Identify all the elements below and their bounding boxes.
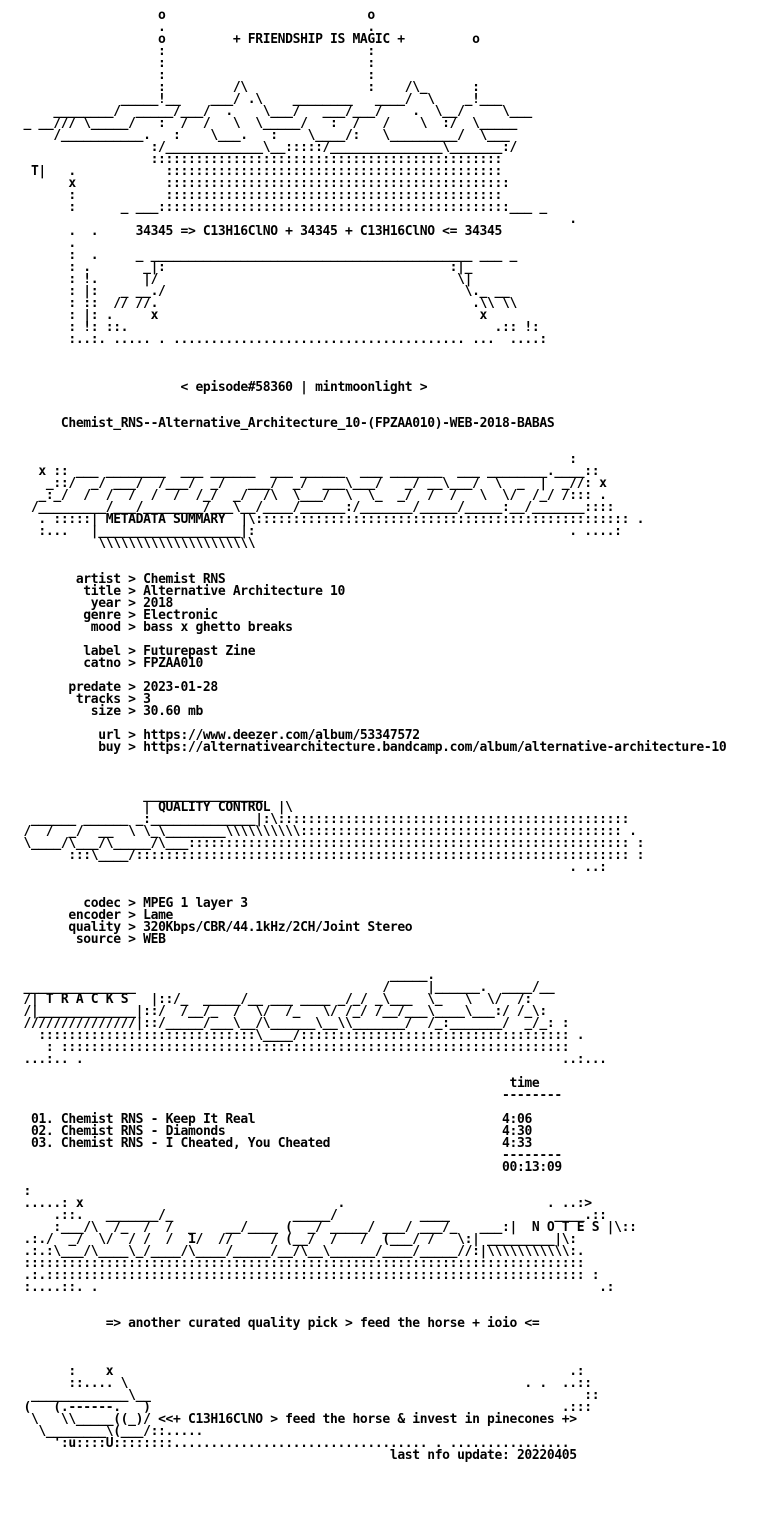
meta-label: Futurepast Zine bbox=[143, 644, 256, 659]
quality-quality: 320Kbps/CBR/44.1kHz/2CH/Joint Stereo bbox=[143, 920, 413, 935]
track-1-title: Chemist RNS - Keep It Real bbox=[60, 1112, 256, 1127]
quality-codec: MPEG 1 layer 3 bbox=[143, 896, 248, 911]
header-line-9: ________/ _____/___/ . \___/ ___/___/ . \__/ \___ bbox=[16, 104, 532, 119]
track-2-time: 4:30 bbox=[502, 1124, 532, 1139]
nfo-document: o o . . o + FRIENDSHIP IS MAGIC + o : : : : : : : /\ : /\_ : _____!__ ___/ .\ ________ ____/ \ _!___ ________/ _____/___/ . \___/ ___/___/ . \__/ \___ _ __/// \_____/ : / / \ \_____/ : / / \ :/ \_____ /___________. : \___. : \____/: \_________/ \___ :/_____________\__:::::/_______________\_______:/ ::::::::::::::::::::::::::::::::::::::::::::::: T| . ::::::::::::::::::::::::::::::::::::::::::::: x :::::::::::::::::::::::::::::::::::::::::::::: : ::::::::::::::::::::::::::::::::::::::::::::: : _ ___:::::::::::::::::::::::::::::::::::::::::::::::___ _ . . . 34345 => C13H16ClNO + 34345 + C13H16ClNO <= 34345 . : . _ ___________________________________________ ___ _ : . _|: :|_ : !. |/ \| : |: _ __./ \._ __ : :: // //. .\\ \\ : |: . x x : !: ::. .:: !: :..:. ..... . ....................................... ... ....: < episode#58360 | mintmoonlight > Chemist_RNS--Alternative_Architecture_10-(FPZAA010)-WEB-2018-BABAS : x :: ___ ________ ___ ______ ___ ______ ___ _______ ___ ________.____:: _::/ _/ ___/ /___/ _/ ___/ _/ ___\___/ _/ __\___/ \ _ | _//: x _:_/ / / / / / /_/ _/ /\ \___/ \ \_ _/ / / \ \/ /_/ /::: . /_________/___/________/___\__/____/______:/_______/_____/_____:__/_______:::: . :::::| METADATA SUMMARY |\:::::::::::::::::::::::::::::::::::::::::::::::::: . :... |___________________|: . ....: \\\\\\\\\\\\\\\\\\\\\ artist > Chemist RNS title > Alternative Architecture 10 year > 2018 genre > Electronic mood > bass x ghetto breaks label > Futurepast Zine catno > FPZAA010 predate > 2023-01-28 tracks > 3 size > 30.60 mb url > https://www.deezer.com/album/53347572 buy > https://alternativearchitecture.bandcamp.com/album/alternative-architecture-10 ________________ | QUALITY CONTROL |\ ______ ______ _:______________|:\::::::::::::::::::::::::::::::::::::::::::::::: / / _/ __ \ \_\________\\\\\\\\\\::::::::::::::::::::::::::::::::::::::::::: . \____/\___/\_____/\___::::::::::::::::::::::::::::::::::::::::::::::::::::::::::: : :::\____/:::::::::::::::::::::::::::::::::::::::::::::::::::::::::::::::::: : . ..: codec > MPEG 1 layer 3 encoder > Lame quality > 320Kbps/CBR/44.1kHz/2CH/Joint Stereo source > WEB _____. _______________ / |______. ____/__ /| T R A C K S |::/_ _____/__ ___ ____ _/_/ _\___ \_ \ \/ /: /|_____________|::/ /__/_ / \/ /_ \/ /_/ /__/___\____\___:/ /_\: ///////////////|::/_____/___\__/\______\__\\_______/ /_:_______/ _/_: : :::::::::::::::::::::::::::::\____/:::::::::::::::::::::::::::::::::::: . : :::::::::::::::::::::::::::::::::::::::::::::::::::::::::::::::::::: ...:.. . ..:... time -------- 01. Chemist RNS - Keep It Real 4:06 02. Chemist RNS - Diamonds 4:30 03. Chemist RNS - I Cheated, You Cheated 4:33 -------- 00:13:09 : .....: x . . ..:> .::. _______/_ _____/ ____ ____.:: :___/\ /_ / / _ __/____ ( _/ _____/ ___/ ___/_ ___:| N O T E S |\:: .:./ _/ \/ / / / 1/ // / (__/ / / (___/ / \:| _________|\: .:.:\___/\____\_/____/\____/_____/__/\__\______/____/_____//:|\\\\\\\\\\\:. ::::::::::::::::::::::::::::::::::::::::::::::::::::::::::::::::::::::::::: .:.:::::::::::::::::::::::::::::::::::::::::::::::::::::::::::::::::::::::: : :....::. . .: => another curated quality pick > feed the horse + ioio <= : x .: ::.... \ . . ..:: _____________\__ :: ( (.------. ) .::: \ \\_____((_)/ <<+ C13H16ClNO > feed the horse & invest in pinecones +> \________\(___/::..... ':u::::U::::::::.................................. . ................ last nfo update: 20220405 bbox=[16, 8, 727, 1463]
tracks-time-header: time bbox=[509, 1076, 540, 1091]
header-line-3: o + FRIENDSHIP IS MAGIC + o bbox=[16, 32, 480, 47]
header-line-26: : |: . x x bbox=[16, 308, 488, 323]
episode-line: < episode#58360 | mintmoonlight > bbox=[180, 380, 428, 395]
header-line-1: o o bbox=[16, 8, 375, 23]
header-line-27: : !: ::. .:: !: bbox=[16, 320, 540, 335]
track-3-title: Chemist RNS - I Cheated, You Cheated bbox=[60, 1136, 331, 1151]
track-1-num: 01. bbox=[30, 1112, 54, 1127]
header-line-24: : |: _ __./ \._ __ bbox=[16, 284, 510, 299]
header-line-28: :..:. ..... . ....................................... ... ....: bbox=[16, 332, 547, 347]
header-line-13: ::::::::::::::::::::::::::::::::::::::::::::::: bbox=[16, 152, 502, 167]
quality-source: WEB bbox=[143, 932, 166, 947]
header-line-20: . bbox=[16, 236, 76, 251]
meta-buy[interactable]: https://alternativearchitecture.bandcamp.com/album/alternative-architecture-10 bbox=[143, 740, 727, 755]
header-line-12: :/_____________\__:::::/_______________\_______:/ bbox=[16, 140, 517, 155]
meta-size: 30.60 mb bbox=[143, 704, 203, 719]
footer-tagline: <<+ C13H16ClNO > feed the horse & invest in pinecones +> bbox=[158, 1412, 577, 1427]
header-line-7: : /\ : /\_ : bbox=[16, 80, 480, 95]
meta-genre: Electronic bbox=[143, 608, 218, 623]
header-line-18: . bbox=[16, 212, 577, 227]
header-line-16: : ::::::::::::::::::::::::::::::::::::::::::::: bbox=[16, 188, 502, 203]
header-line-4: : : bbox=[16, 44, 375, 59]
header-line-14: T| . ::::::::::::::::::::::::::::::::::::::::::::: bbox=[16, 164, 502, 179]
header-line-2: . . bbox=[16, 20, 375, 35]
meta-artist: Chemist RNS bbox=[143, 572, 226, 587]
header-line-25: : :: // //. .\\ \\ bbox=[16, 296, 517, 311]
meta-tracks: 3 bbox=[143, 692, 151, 707]
tracks-banner-title: T R A C K S bbox=[45, 992, 129, 1007]
header-line-19: . . 34345 => C13H16ClNO + 34345 + C13H16ClNO <= 34345 bbox=[16, 224, 502, 239]
meta-year: 2018 bbox=[143, 596, 174, 611]
quality-encoder: Lame bbox=[143, 908, 174, 923]
track-2-title: Chemist RNS - Diamonds bbox=[60, 1124, 226, 1139]
header-line-5: : : bbox=[16, 56, 375, 71]
header-line-10: _ __/// \_____/ : / / \ \_____/ : / / \ :/ \_____ bbox=[16, 116, 517, 131]
footer-update: last nfo update: 20220405 bbox=[389, 1448, 577, 1463]
header-line-23: : !. |/ \| bbox=[16, 272, 473, 287]
header-line-17: : _ ___:::::::::::::::::::::::::::::::::::::::::::::::___ _ bbox=[16, 200, 547, 215]
meta-predate: 2023-01-28 bbox=[143, 680, 218, 695]
tracks-total: 00:13:09 bbox=[501, 1160, 562, 1175]
meta-catno: FPZAA010 bbox=[143, 656, 203, 671]
header-line-21: : . _ ___________________________________________ ___ _ bbox=[16, 248, 517, 263]
metadata-banner-title: METADATA SUMMARY bbox=[105, 512, 226, 527]
meta-mood: bass x ghetto breaks bbox=[143, 620, 293, 635]
track-3-time: 4:33 bbox=[502, 1136, 532, 1151]
meta-title: Alternative Architecture 10 bbox=[143, 584, 345, 599]
header-line-15: x :::::::::::::::::::::::::::::::::::::::::::::: bbox=[16, 176, 510, 191]
track-2-num: 02. bbox=[30, 1124, 54, 1139]
header-line-6: : : bbox=[16, 68, 375, 83]
track-3-num: 03. bbox=[30, 1136, 54, 1151]
meta-url[interactable]: https://www.deezer.com/album/53347572 bbox=[143, 728, 420, 743]
quality-banner-title: QUALITY CONTROL bbox=[158, 800, 271, 815]
notes-text: => another curated quality pick > feed the horse + ioio <= bbox=[105, 1316, 540, 1331]
header-line-22: : . _|: :|_ bbox=[16, 260, 473, 275]
header-line-8: _____!__ ___/ .\ ________ ____/ \ _!___ bbox=[16, 92, 502, 107]
release-name: Chemist_RNS--Alternative_Architecture_10-(FPZAA010)-WEB-2018-BABAS bbox=[60, 416, 555, 431]
header-line-11: /___________. : \___. : \____/: \_________/ \___ bbox=[16, 128, 510, 143]
track-1-time: 4:06 bbox=[502, 1112, 532, 1127]
